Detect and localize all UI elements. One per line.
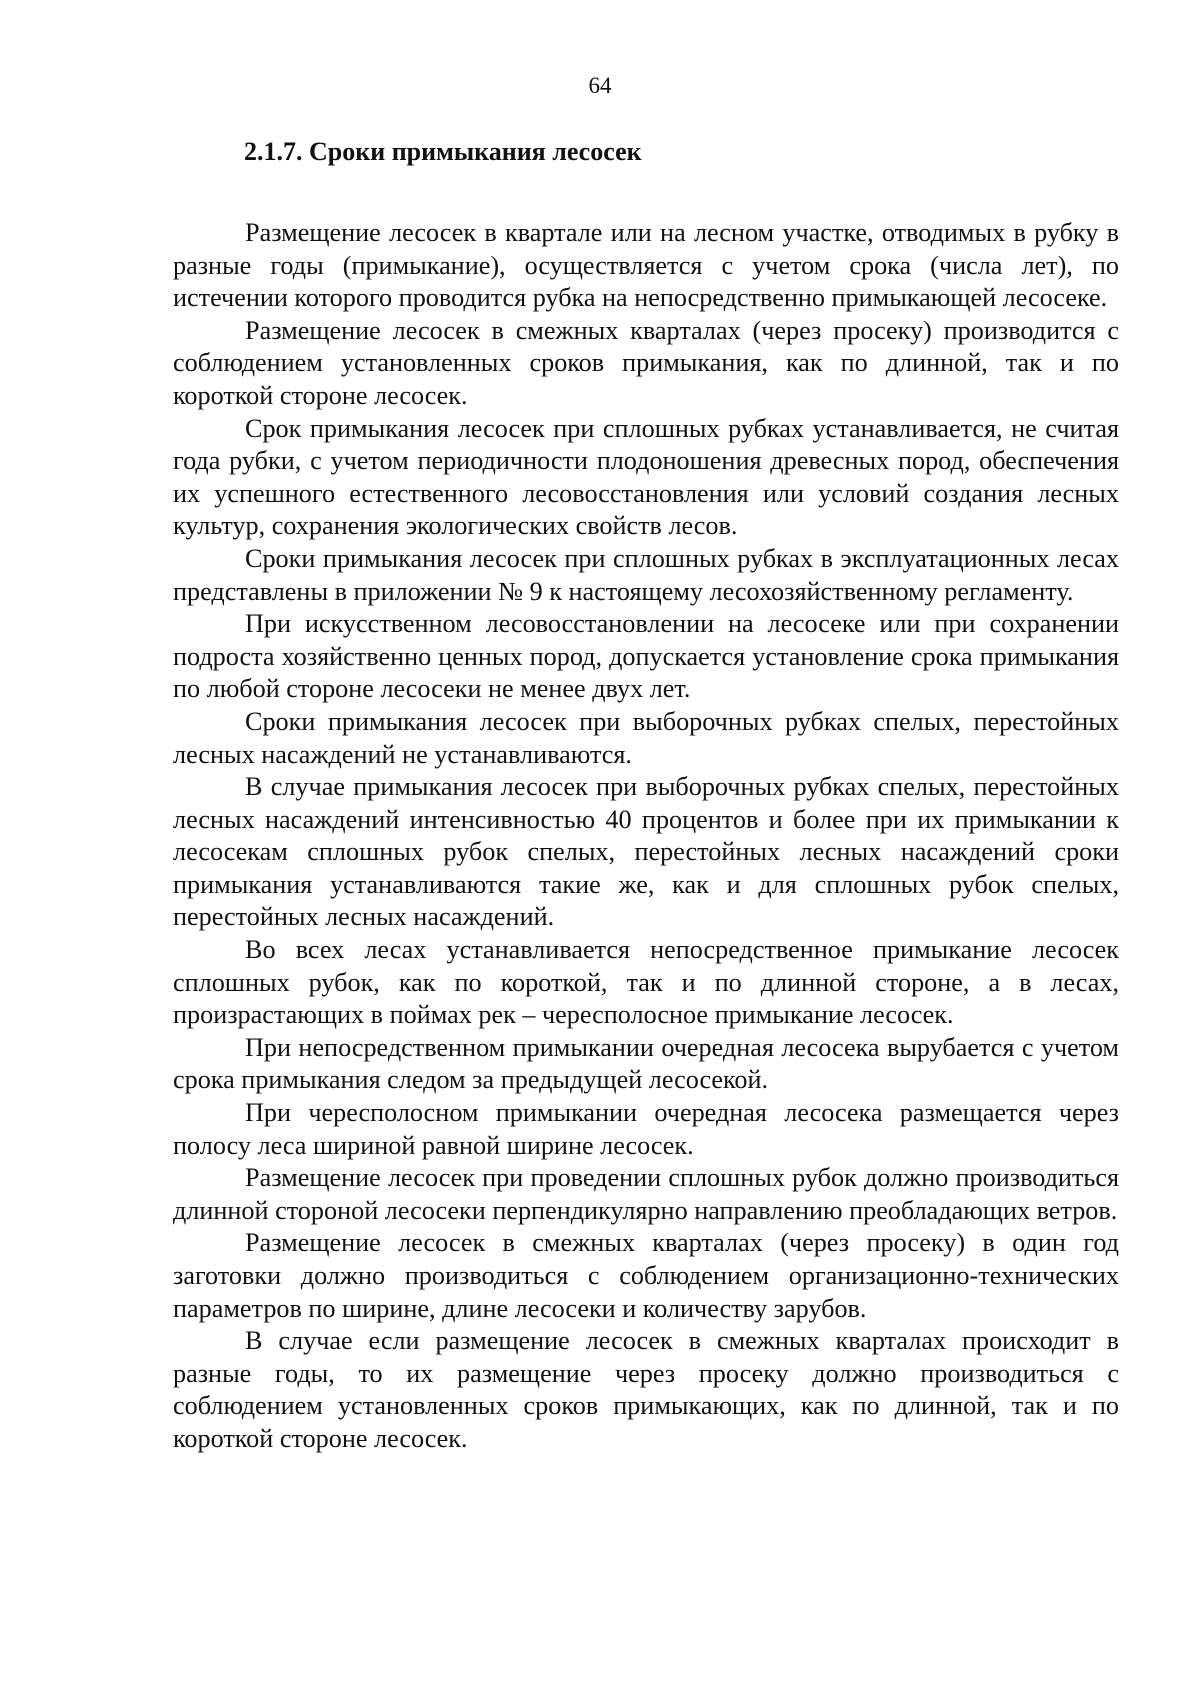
paragraph: Размещение лесосек в смежных кварталах (через просеку) производится с соблюдением установленных сроков примыкания, как по длинной, так и по короткой стороне лесосек. bbox=[173, 315, 1119, 410]
paragraph: В случае если размещение лесосек в смежных кварталах происходит в разные годы, то их размещение через просеку должно производиться с соблюдением установленных сроков примыкающих, как по длинной, так и по короткой стороне лесосек. bbox=[173, 1326, 1119, 1453]
paragraph: При чересполосном примыкании очередная лесосека размещается через полосу леса шириной равной ширине лесосек. bbox=[173, 1098, 1119, 1160]
paragraph: Размещение лесосек в смежных кварталах (через просеку) в один год заготовки должно производиться с соблюдением организационно-технических параметров по ширине, длине лесосеки и количеству зарубов. bbox=[173, 1228, 1119, 1323]
paragraph: Размещение лесосек в квартале или на лесном участке, отводимых в рубку в разные годы (примыкание), осуществляется с учетом срока (числа лет), по истечении которого проводится рубка на непосредственно примыкающей лесосеке. bbox=[173, 218, 1119, 313]
paragraph: Срок примыкания лесосек при сплошных рубках устанавливается, не считая года рубки, с учетом периодичности плодоношения древесных пород, обеспечения их успешного естественного лесовосстановления или условий создания лесных культур, сохранения экологических свойств лесов. bbox=[173, 413, 1119, 541]
paragraph: При непосредственном примыкании очередная лесосека вырубается с учетом срока примыкания следом за предыдущей лесосекой. bbox=[173, 1032, 1119, 1095]
page-number: 64 bbox=[588, 73, 612, 98]
body-text bbox=[173, 217, 1119, 1456]
paragraph: Размещение лесосек при проведении сплошных рубок должно производиться длинной стороной лесосеки перпендикулярно направлению преобладающих ветров. bbox=[173, 1163, 1119, 1225]
paragraph: Сроки примыкания лесосек при выборочных рубках спелых, перестойных лесных насаждений не устанавливаются. bbox=[173, 706, 1119, 769]
paragraph: Во всех лесах устанавливается непосредственное примыкание лесосек сплошных рубок, как по короткой, так и по длинной стороне, а в лесах, произрастающих в поймах рек – чересполосное примыкание лесосек. bbox=[173, 935, 1119, 1030]
paragraph: При искусственном лесовосстановлении на лесосеке или при сохранении подроста хозяйственно ценных пород, допускается установление срока примыкания по любой стороне лесосеки не менее двух лет. bbox=[173, 609, 1119, 704]
paragraph: В случае примыкания лесосек при выборочных рубках спелых, перестойных лесных насаждений интенсивностью 40 процентов и более при их примыкании к лесосекам сплошных рубок спелых, перестойных лесных насаждений сроки примыкания устанавливаются такие же, как и для сплошных рубок спелых, перестойных лесных насаждений. bbox=[173, 772, 1119, 932]
paragraph: Сроки примыкания лесосек при сплошных рубках в эксплуатационных лесах представлены в приложении № 9 к настоящему лесохозяйственному регламенту. bbox=[173, 543, 1119, 606]
section-heading: 2.1.7. Сроки примыкания лесосек bbox=[244, 137, 642, 166]
